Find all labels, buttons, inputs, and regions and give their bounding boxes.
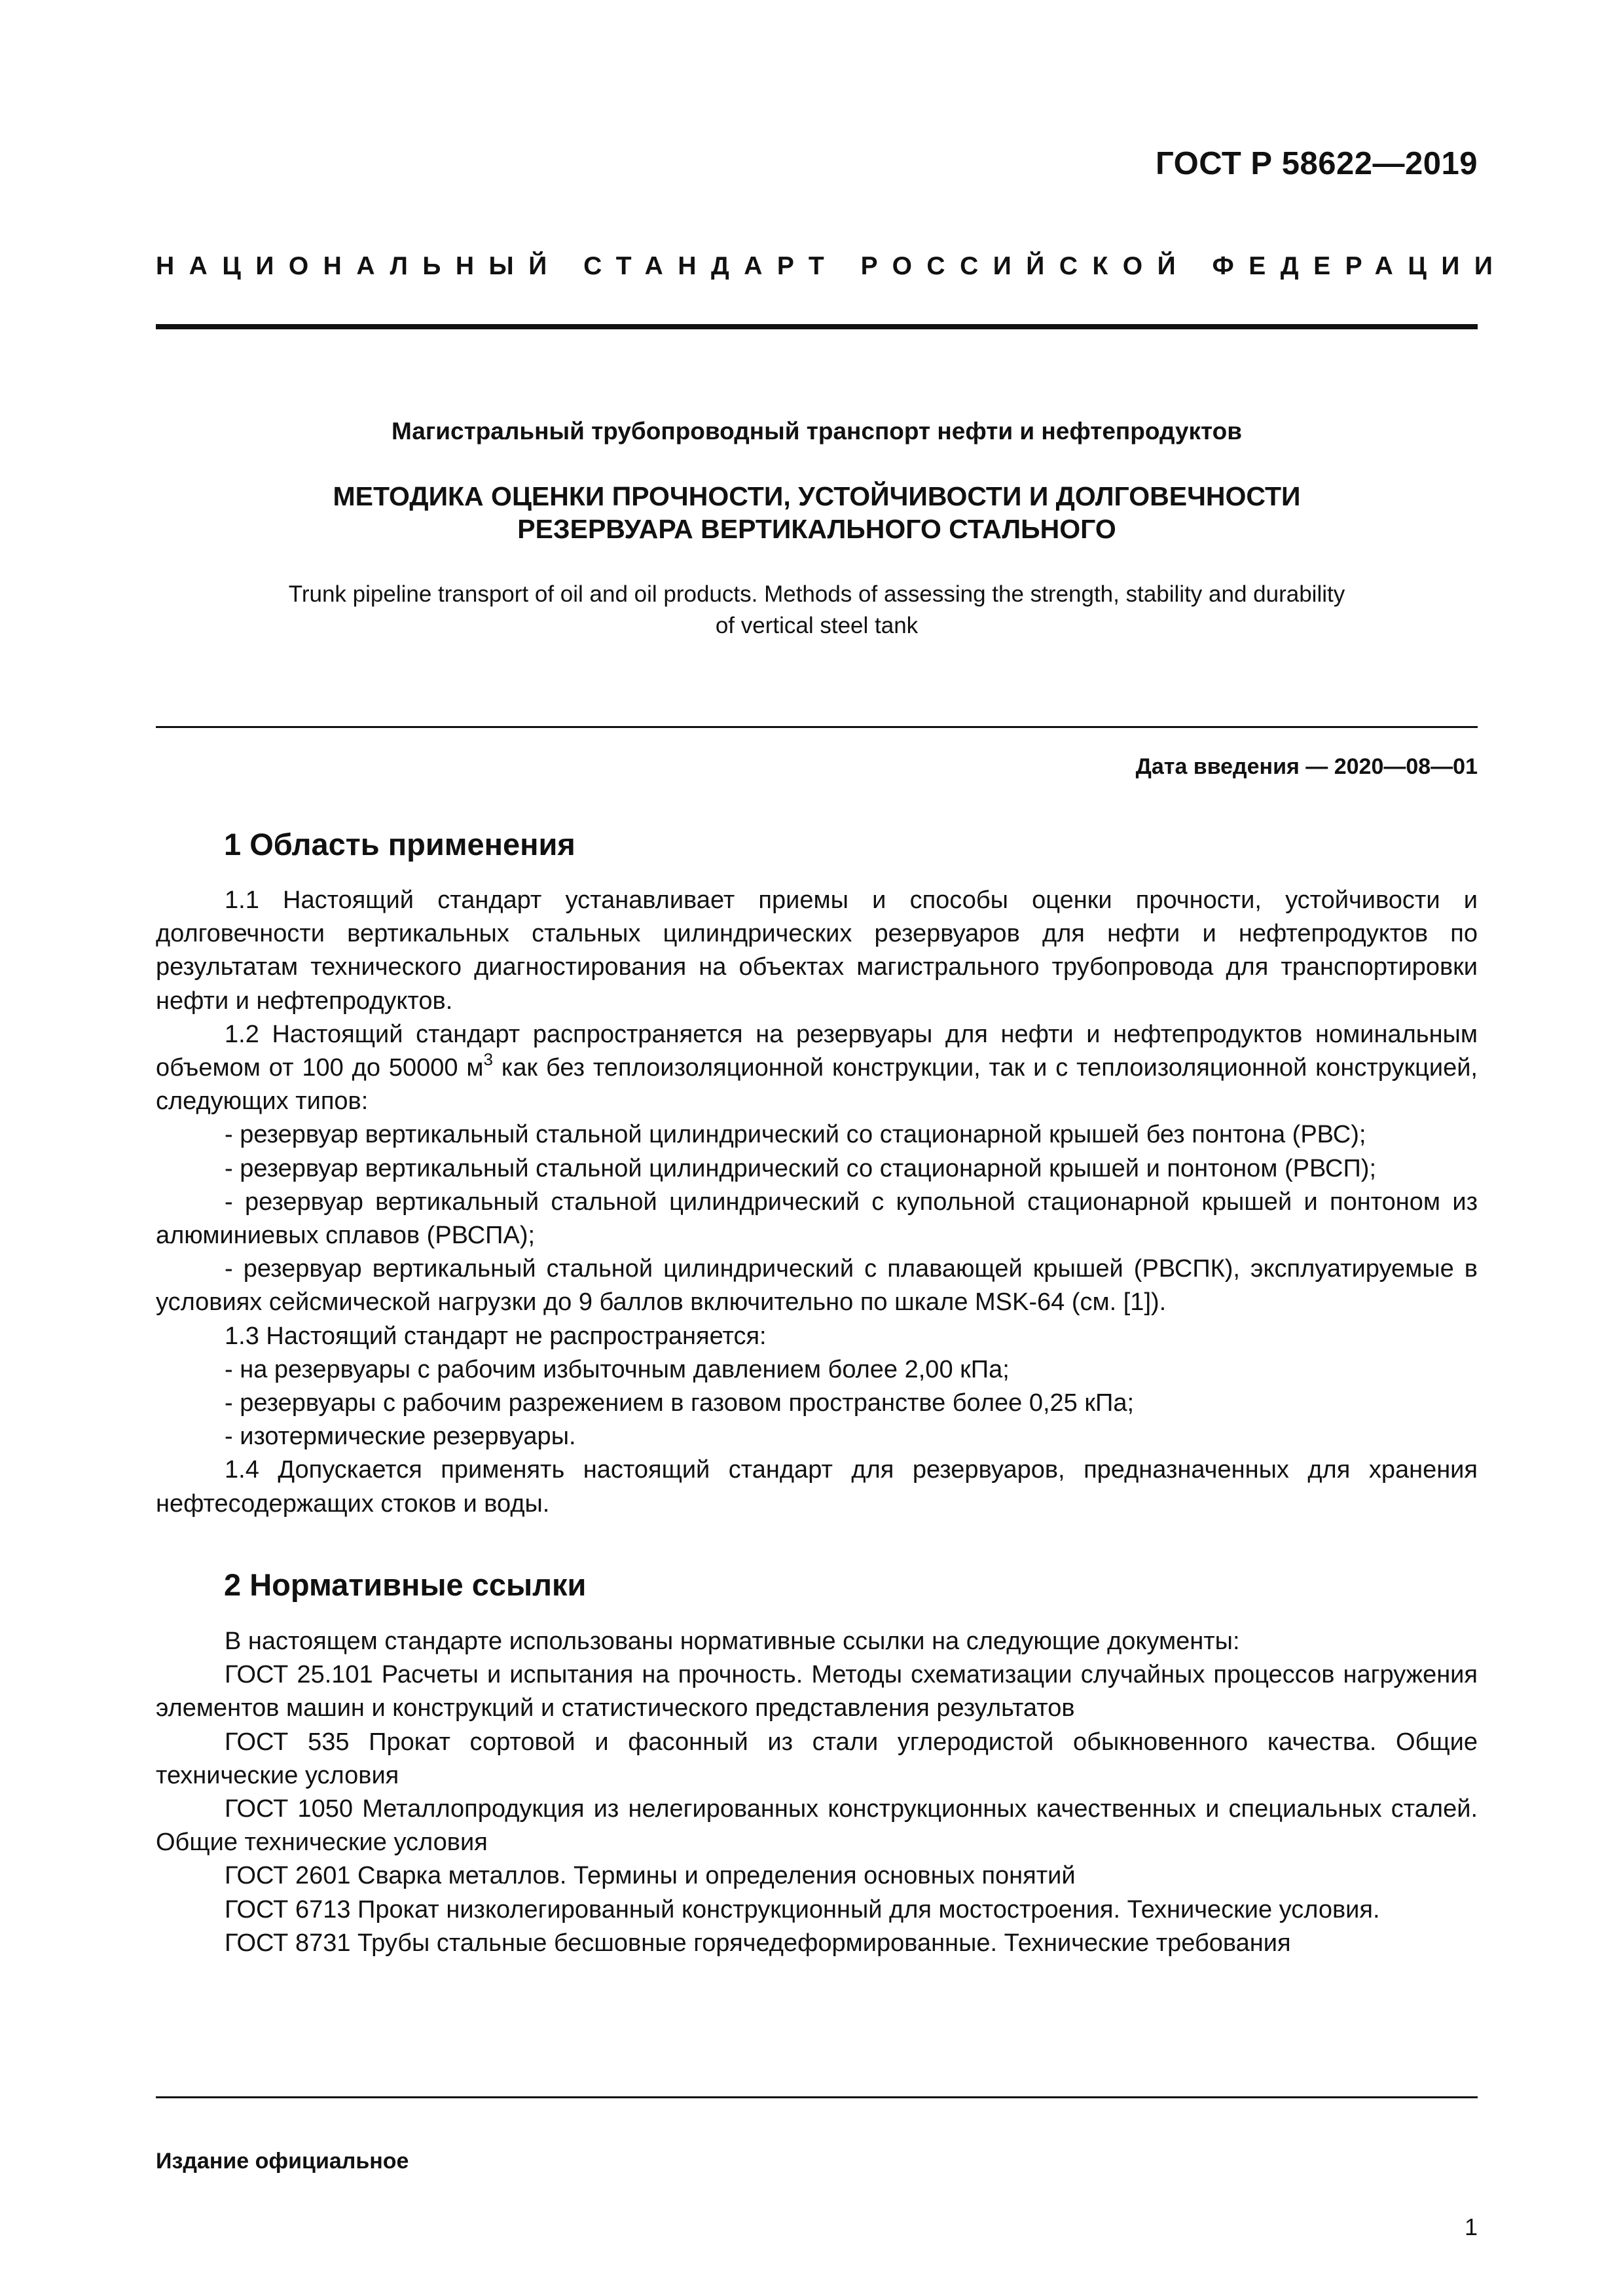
paragraph-1-2	[156, 1018, 1478, 1119]
reference-item: ГОСТ 535 Прокат сортовой и фасонный из стали углеродистой обыкновенного качества. Общие технические условия	[156, 1728, 1478, 1789]
reference-item: ГОСТ 1050 Металлопродукция из нелегированных конструкционных качественных и специальных сталей. Общие технические условия	[156, 1795, 1478, 1857]
header-divider	[156, 324, 1478, 329]
paragraph-1-4: 1.4 Допускается применять настоящий стандарт для резервуаров, предназначенных для хранения нефтесодержащих стоков и воды.	[156, 1456, 1478, 1518]
title-line-2: РЕЗЕРВУАРА ВЕРТИКАЛЬНОГО СТАЛЬНОГО	[517, 514, 1116, 544]
reference-item: ГОСТ 6713 Прокат низколегированный конструкционный для мостостроения. Технические условия.	[225, 1895, 1380, 1923]
reference-item: ГОСТ 8731 Трубы стальные бесшовные горячедеформированные. Технические требования	[225, 1929, 1291, 1957]
footer-divider	[156, 2096, 1478, 2098]
section-2-heading: 2 Нормативные ссылки	[224, 1567, 587, 1602]
page-number: 1	[1464, 2214, 1478, 2240]
reference-item: ГОСТ 2601 Сварка металлов. Термины и определения основных понятий	[225, 1862, 1076, 1890]
tank-type-item: - резервуар вертикальный стальной цилиндрический со стационарной крышей без понтона (РВС);	[225, 1121, 1366, 1149]
cubic-superscript: 3	[483, 1049, 493, 1070]
official-edition-label: Издание официальное	[156, 2149, 409, 2174]
reference-item: ГОСТ 25.101 Расчеты и испытания на прочность. Методы схематизации случайных процессов нагружения элементов машин и конструкций и статистического представления результатов	[156, 1661, 1478, 1722]
paragraph-1-3: 1.3 Настоящий стандарт не распространяется:	[225, 1322, 767, 1350]
exclusion-item: - изотермические резервуары.	[225, 1423, 576, 1451]
english-title-line-2: of vertical steel tank	[715, 613, 919, 638]
exclusion-item: - резервуары с рабочим разрежением в газовом пространстве более 0,25 кПа;	[225, 1389, 1135, 1417]
document-title	[156, 480, 1478, 545]
tank-type-item: - резервуар вертикальный стальной цилиндрический с купольной стационарной крышей и понтоном из алюминиевых сплавов (РВСПА);	[156, 1188, 1478, 1250]
document-subtitle: Магистральный трубопроводный транспорт нефти и нефтепродуктов	[391, 418, 1242, 445]
section-1-heading: 1 Область применения	[224, 827, 575, 862]
title-divider	[156, 726, 1478, 728]
english-title	[156, 579, 1478, 642]
standard-number: ГОСТ Р 58622—2019	[1155, 146, 1478, 181]
tank-type-item: - резервуар вертикальный стальной цилиндрический с плавающей крышей (РВСПК), эксплуатируемые в условиях сейсмической нагрузки до 9 баллов включительно по шкале MSK-64 (см. [1]).	[156, 1255, 1478, 1317]
exclusion-item: - на резервуары с рабочим избыточным давлением более 2,00 кПа;	[225, 1355, 1010, 1383]
national-standard-title: НАЦИОНАЛЬНЫЙ СТАНДАРТ РОССИЙСКОЙ ФЕДЕРАЦИИ	[156, 252, 1508, 280]
section-1-body	[156, 884, 1478, 1521]
tank-type-item: - резервуар вертикальный стальной цилиндрический со стационарной крышей и понтоном (РВСП);	[225, 1154, 1377, 1182]
title-line-1: МЕТОДИКА ОЦЕНКИ ПРОЧНОСТИ, УСТОЙЧИВОСТИ И ДОЛГОВЕЧНОСТИ	[333, 481, 1301, 511]
introduction-date: Дата введения — 2020—08—01	[1135, 754, 1478, 779]
paragraph-1-1: 1.1 Настоящий стандарт устанавливает приемы и способы оценки прочности, устойчивости и долговечности вертикальных стальных цилиндрических резервуаров для нефти и нефтепродуктов по результатам технического диагностирования на объектах магистрального трубопровода для транспортировки нефти и нефтепродуктов.	[156, 886, 1478, 1015]
paragraph-1-2-text-b: как без теплоизоляционной конструкции, так и с теплоизоляционной конструкцией, следующих типов:	[156, 1054, 1478, 1116]
section-2-intro: В настоящем стандарте использованы нормативные ссылки на следующие документы:	[225, 1628, 1240, 1655]
paragraph-1-2-text-a: 1.2 Настоящий стандарт распространяется на резервуары для нефти и нефтепродуктов номинальным объемом от 100 до 50000 м	[156, 1020, 1478, 1082]
english-title-line-1: Trunk pipeline transport of oil and oil products. Methods of assessing the strength, stability and durability	[288, 581, 1345, 607]
section-2-body	[156, 1625, 1478, 1960]
